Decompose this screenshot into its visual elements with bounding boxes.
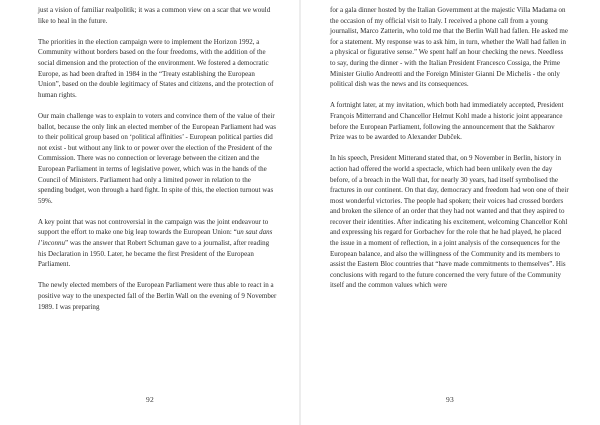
paragraph: In his speech, President Mitterand stated that, on 9 November in Berlin, history in action had offered the world a spectacle, which had been unlikely even the day before, of a breach in the Wall that, for nearly 30 years, had itself symbolised the fractures in our continent. On that day, democracy and freedom had won one of their most wonderful victories. The people had spoken; their voices had crossed borders and broken the silence of an order that they had not wanted and that they aspired to recover their identities. After indicating his excitement, welcoming Chancellor Kohl and expressing his regard for Gorbachev for the role that he had played, he placed the issue in a moment of reflection, in a joint analysis of the consequences for the European balance, and also the willingness of the Community and its members to assist the Eastern Bloc countries that “have made commitments to themselves”. His conclusions with regard to the future concerned the very future of the Community itself and the common values which were <box>330 154 569 290</box>
paragraph: Our main challenge was to explain to voters and convince them of the value of their ballot, because the only link an elected member of the European Parliament had was to their political group based on ‘political affinities’ - European political parties did not exist - but without any link to or power over the election of the President of the Commission. There was no connection or leverage between the citizen and the European Parliament in terms of legislative power, which was in the hands of the Council of Ministers. Parliament had only a limited power in relation to the spending budget, won through a hard fight. In spite of this, the election turnout was 59%. <box>38 111 276 205</box>
page-number: 92 <box>145 395 155 404</box>
paragraph-text: A key point that was not controversial in the campaign was the joint endeavour to support the effort to make one big leap towards the European Union: “ <box>38 217 269 237</box>
paragraph: just a vision of familiar realpolitik; it was a common view on a scar that we would like to heal in the future. <box>38 6 271 25</box>
right-page-body <box>330 5 570 291</box>
italic-quote: un saut dans l’inconnu <box>38 228 273 248</box>
left-page-body <box>38 5 278 312</box>
paragraph-with-quote <box>38 217 278 270</box>
right-page <box>300 0 600 425</box>
paragraph: The newly elected members of the European Parliament were thus able to react in a positive way to the unexpected fall of the Berlin Wall on the evening of 9 November 1989. I was preparing <box>38 281 277 311</box>
paragraph-text: ” was the answer that Robert Schuman gave to a journalist, after reading his Declaration in 1950. Later, he became the first President of the European Parliament. <box>38 239 270 269</box>
paragraph: for a gala dinner hosted by the Italian Government at the majestic Villa Madama on the occasion of my official visit to Italy. I received a phone call from a young journalist, Marco Zatterin, who told me that the Berlin Wall had fallen. He asked me for a statement. My response was to ask him, in turn, whether the Wall had fallen in a physical or figurative sense.” We spent half an hour checking the news. Needless to say, during the dinner - with the Italian President Francesco Cossiga, the Prime Minister Giulio Andreotti and the Foreign Minister Gianni De Michelis - the only political dish was the news and its consequences. <box>330 6 568 89</box>
paragraph: A fortnight later, at my invitation, which both had immediately accepted, President François Mitterrand and Chancellor Helmut Kohl made a historic joint appearance before the European Parliament, following the announcement that the Sakharov Prize was to be awarded to Alexander Dubček. <box>330 101 564 142</box>
paragraph: The priorities in the election campaign were to implement the Horizon 1992, a Community without borders based on the four freedoms, with the addition of the social dimension and the protection of the environment. We fostered a democratic Europe, as had been drafted in 1984 in the “Treaty establishing the European Union”, based on the double legitimacy of States and citizens, and the protection of human rights. <box>38 37 274 99</box>
page-number: 93 <box>445 395 455 404</box>
